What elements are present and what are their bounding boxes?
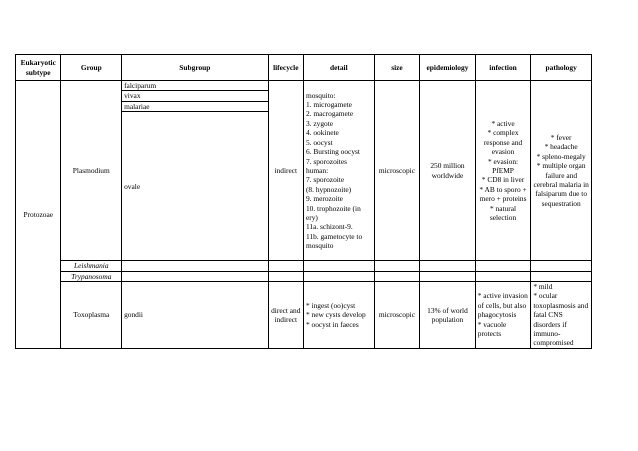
table-row	[16, 271, 592, 281]
pathology-cell: * mild * ocular toxoplasmosis and fatal CNS disorders if immuno-compromised	[531, 282, 592, 349]
header-eukaryotic-subtype: Eukaryotic subtype	[16, 55, 61, 81]
empty-cell	[268, 271, 303, 281]
header-size: size	[374, 55, 419, 81]
empty-cell	[122, 261, 269, 271]
size-cell: microscopic	[374, 81, 419, 261]
empty-cell	[303, 271, 374, 281]
empty-cell	[303, 261, 374, 271]
group-cell: Toxoplasma	[61, 282, 122, 349]
table-row	[16, 282, 592, 349]
lifecycle-cell: indirect	[268, 81, 303, 261]
empty-cell	[122, 271, 269, 281]
empty-cell	[531, 271, 592, 281]
empty-cell	[268, 261, 303, 271]
group-cell: Leishmania	[61, 261, 122, 271]
protozoa-table	[15, 54, 592, 349]
header-lifecycle: lifecycle	[268, 55, 303, 81]
size-cell: microscopic	[374, 282, 419, 349]
header-infection: infection	[475, 55, 531, 81]
infection-cell: * active invasion of cells, but also phagocytosis * vacuole protects	[475, 282, 531, 349]
subgroup-cell: malariae	[122, 101, 269, 111]
group-cell: Trypanosoma	[61, 271, 122, 281]
epidemiology-cell: 250 million worldwide	[420, 81, 476, 261]
header-group: Group	[61, 55, 122, 81]
empty-cell	[374, 271, 419, 281]
infection-cell: * active * complex response and evasion * evasion: PfEMP * CD8 in liver * AB to sporo + mero + proteins * natural selection	[475, 81, 531, 261]
header-detail: detail	[303, 55, 374, 81]
empty-cell	[420, 271, 476, 281]
group-cell: Plasmodium	[61, 81, 122, 261]
empty-cell	[531, 261, 592, 271]
header-subgroup: Subgroup	[122, 55, 269, 81]
empty-cell	[475, 261, 531, 271]
empty-cell	[420, 261, 476, 271]
header-row	[16, 55, 592, 81]
detail-cell: mosquito: 1. microgamete 2. macrogamete 3. zygote 4. ookinete 5. oocyst 6. Bursting oocyst 7. sporozoites human: 7. sporozoite (8. hypnozoite) 9. merozoite 10. trophozoite (in ery) 11a. schizont-9. 11b. gametocyte to mosquito	[303, 81, 374, 261]
subgroup-cell: gondii	[122, 282, 269, 349]
lifecycle-cell: direct and indirect	[268, 282, 303, 349]
subgroup-cell: ovale	[122, 112, 269, 261]
subgroup-cell: vivax	[122, 91, 269, 101]
detail-cell: * ingest (oo)cyst * new cysts develop * oocyst in faeces	[303, 282, 374, 349]
epidemiology-cell: 13% of world population	[420, 282, 476, 349]
table-row	[16, 81, 592, 91]
header-pathology: pathology	[531, 55, 592, 81]
table-row	[16, 261, 592, 271]
subgroup-cell: falciparum	[122, 81, 269, 91]
pathology-cell: * fever * headache * spleno-megaly * multiple organ failure and cerebral malaria in falsiparum due to sequestration	[531, 81, 592, 261]
empty-cell	[475, 271, 531, 281]
empty-cell	[374, 261, 419, 271]
subtype-cell: Protozoae	[16, 81, 61, 349]
header-epidemiology: epidemiology	[420, 55, 476, 81]
